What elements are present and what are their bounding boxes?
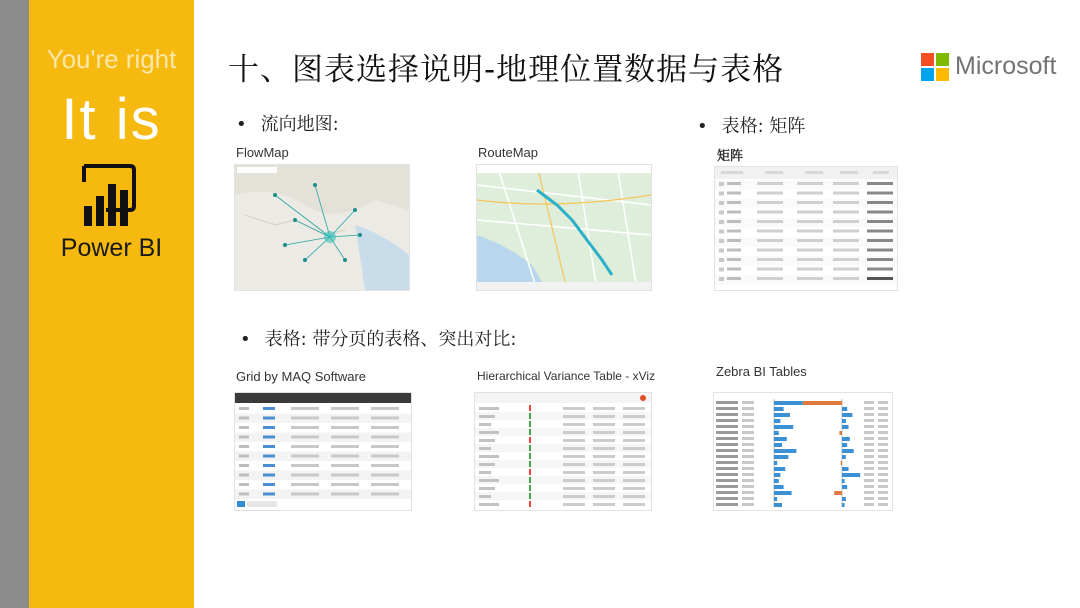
power-bi-logo-icon (78, 162, 140, 230)
grid-maq-title: Grid by MAQ Software (236, 369, 367, 384)
microsoft-windows-icon (921, 53, 949, 81)
bullet-flow-maps: • 流向地图: (236, 114, 339, 135)
matrix-title: 矩阵 (717, 149, 744, 164)
routemap-thumbnail (476, 164, 652, 291)
tagline-main: It is (61, 87, 162, 152)
bullet-flow-maps-label: 流向地图: (260, 114, 339, 135)
bullet-paged-tables-label: 表格: 带分页的表格、突出对比: (264, 329, 517, 350)
page-title: 十、图表选择说明-地理位置数据与表格 (228, 52, 785, 88)
tagline-sub: You're right (46, 44, 177, 74)
gray-side-strip (0, 0, 29, 608)
zebra-title: Zebra BI Tables (716, 364, 807, 379)
routemap-title: RouteMap (478, 145, 538, 160)
zebra-thumbnail (713, 392, 893, 511)
flowmap-title: FlowMap (236, 145, 289, 160)
bullet-matrix-label: 表格: 矩阵 (721, 116, 806, 137)
microsoft-logo (921, 52, 1056, 81)
hvt-title: Hierarchical Variance Table - xViz (477, 369, 656, 383)
bullet-paged-tables: • 表格: 带分页的表格、突出对比: (240, 329, 517, 350)
microsoft-wordmark: Microsoft (955, 52, 1057, 80)
hvt-thumbnail (474, 392, 652, 511)
grid-maq-thumbnail (234, 392, 412, 511)
matrix-thumbnail (714, 166, 898, 291)
bullet-matrix: • 表格: 矩阵 (697, 116, 806, 137)
product-label: Power BI (60, 234, 163, 262)
flowmap-thumbnail (234, 164, 410, 291)
